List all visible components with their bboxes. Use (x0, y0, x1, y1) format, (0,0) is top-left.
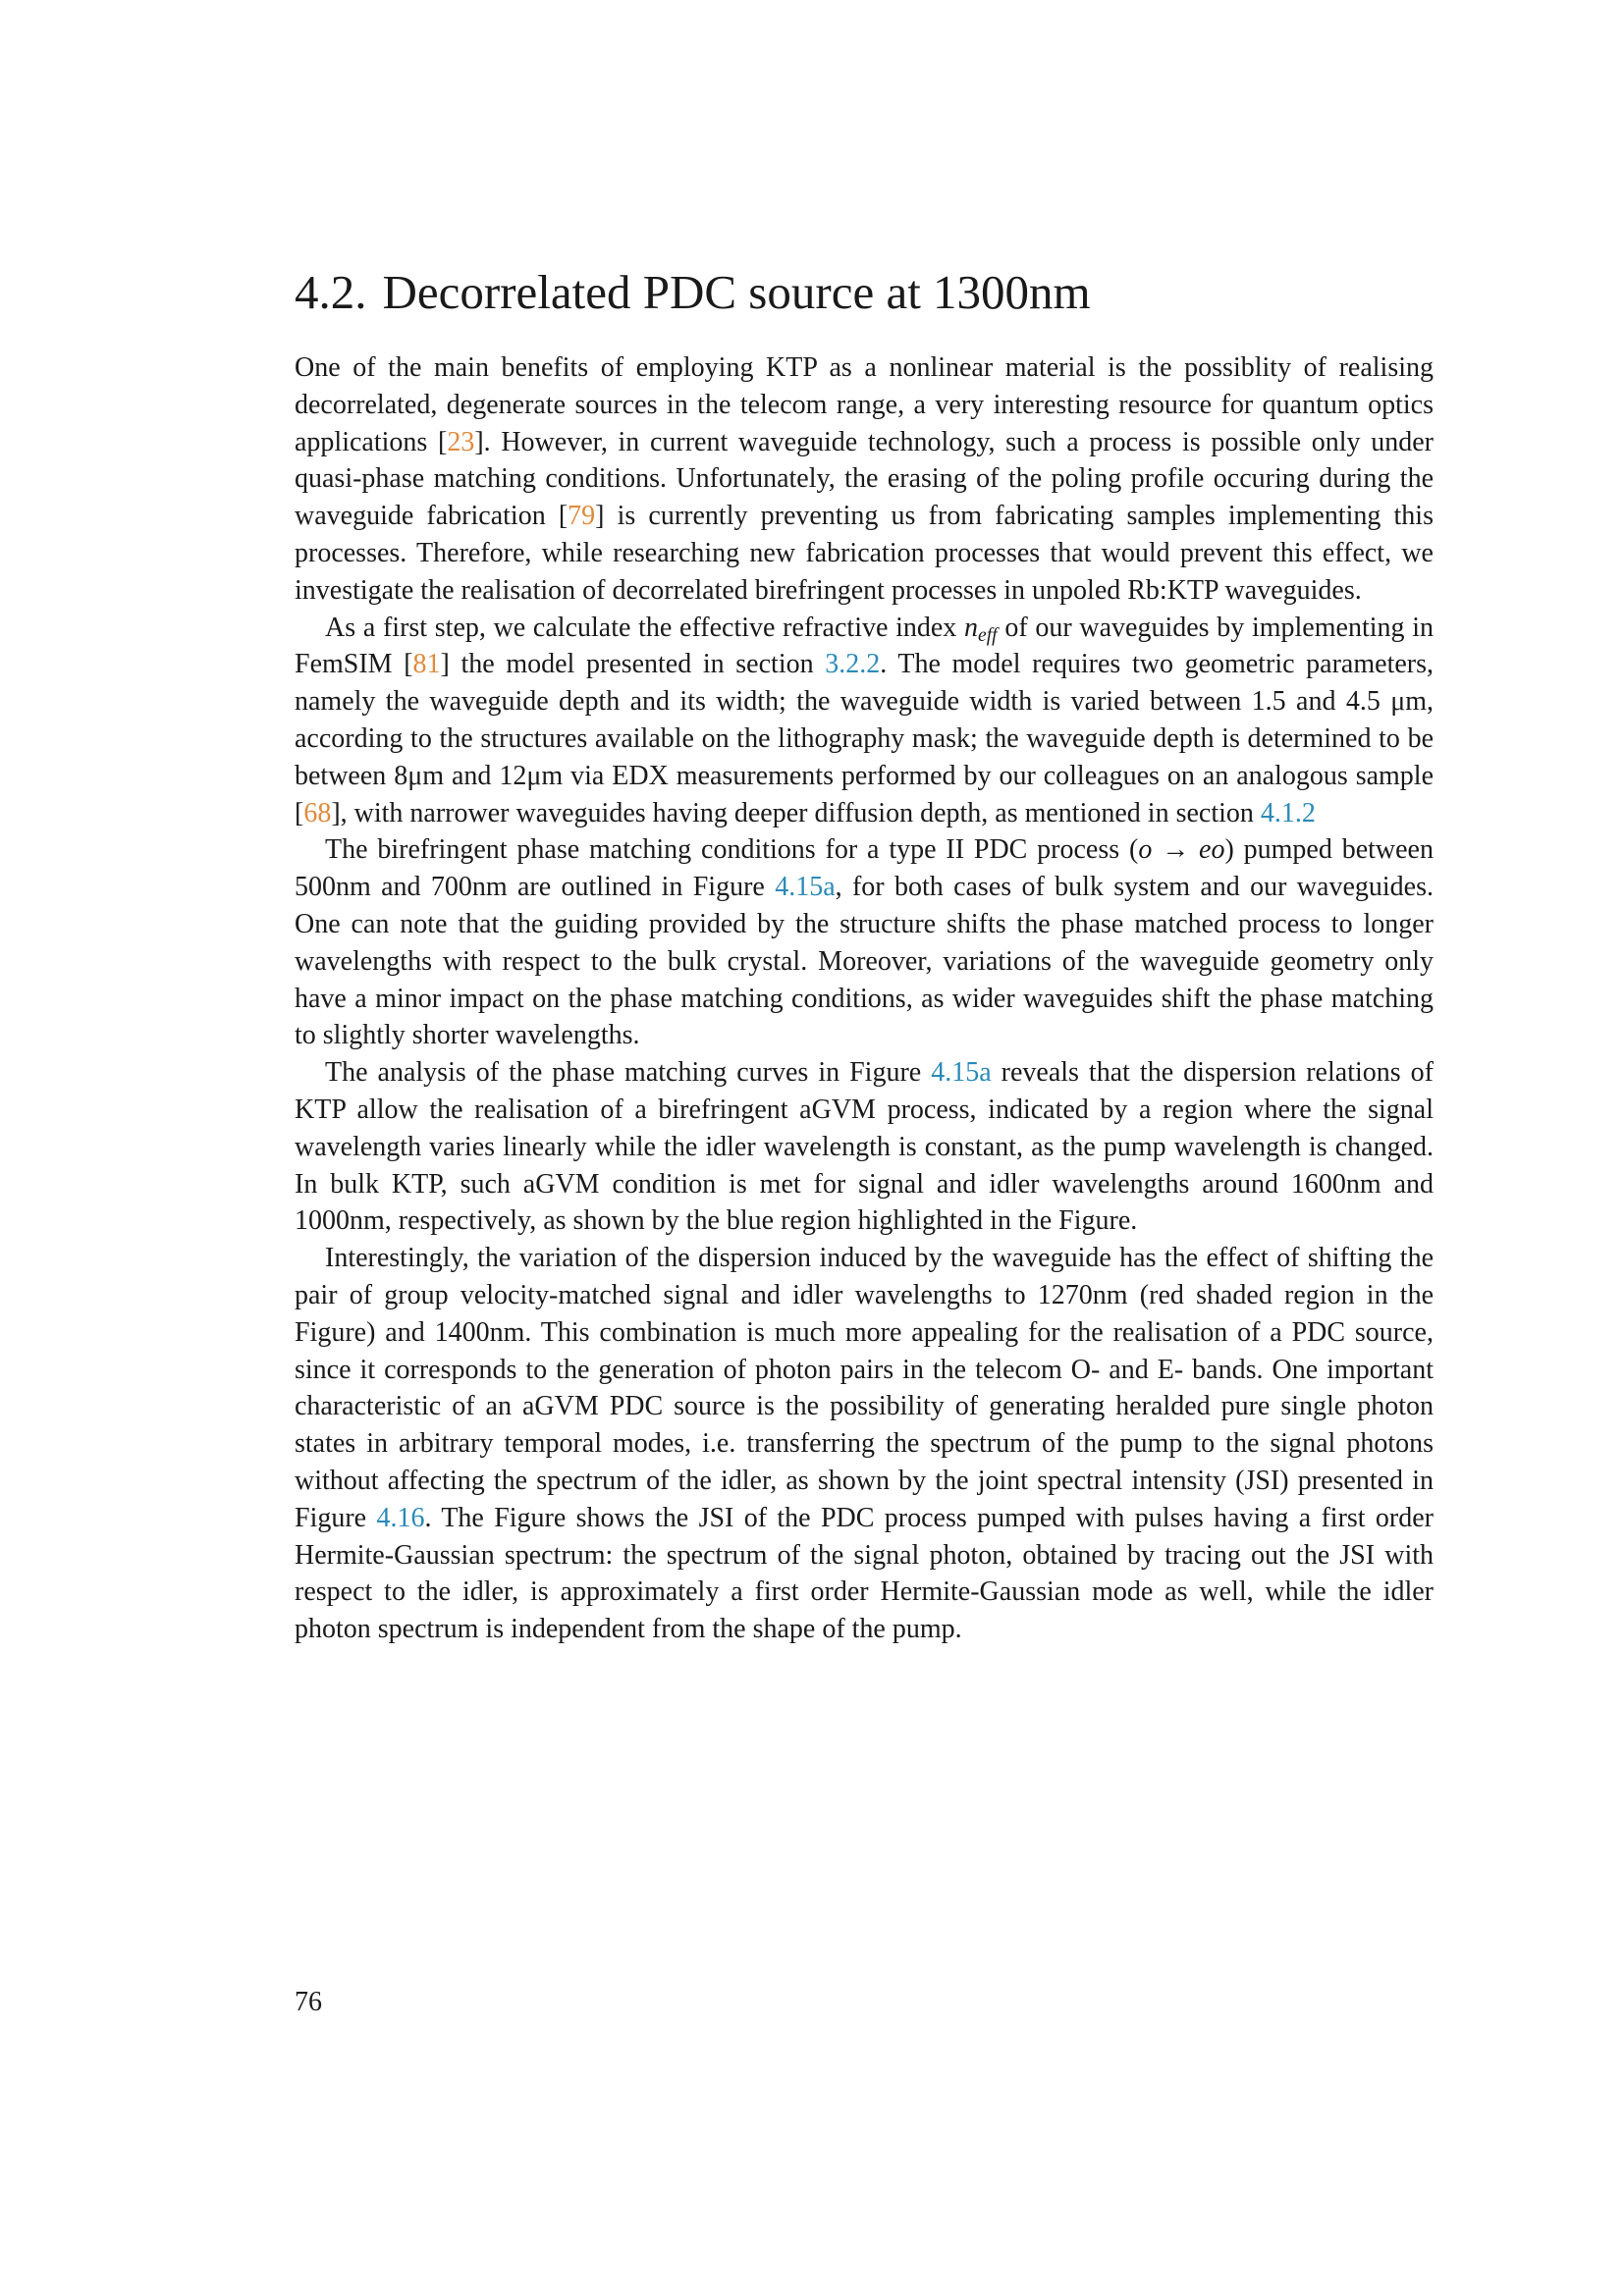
figure-link[interactable]: 4.16 (376, 1502, 425, 1533)
paragraph-text: ) pumped between 500nm and 700nm are outlined in Figure (295, 834, 1434, 903)
section-heading (295, 263, 1434, 322)
paragraph-text: reveals that the dispersion relations of KTP allow the realisation of a birefringent aGVM process, indicated by a region where the signal wavelength varies linearly while the idler wavelength is constant, as the pump wavelength is changed. In bulk KTP, such aGVM condition is met for signal and idler wavelengths around 1600nm and 1000nm, respectively, as shown by the blue region highlighted in the Figure. (295, 1057, 1434, 1237)
paragraph-3 (295, 831, 1434, 1054)
paragraph-text: , for both cases of bulk system and our waveguides. One can note that the guiding provided by the structure shifts the phase matched process to longer wavelengths with respect to the bulk crystal. Moreover, variations of the waveguide geometry only have a minor impact on the phase matching conditions, as wider waveguides shift the phase matching to slightly shorter wavelengths. (295, 872, 1434, 1051)
paragraph-text: of our waveguides by implementing in FemSIM [ (295, 612, 1434, 680)
paragraph-text: ]. However, in current waveguide technology, such a process is possible only under quasi-phase matching conditions. Unfortunately, the erasing of the poling profile occuring during the waveguide fabrication [ (295, 426, 1434, 532)
paragraph-text: . The Figure shows the JSI of the PDC process pumped with pulses having a first order Hermite-Gaussian spectrum: the spectrum of the signal photon, obtained by tracing out the JSI with respect to the idler, is approximately a first order Hermite-Gaussian mode as well, while the idler photon spectrum is independent from the shape of the pump. (295, 1502, 1435, 1645)
paragraph-text: As a first step, we calculate the effective refractive index (325, 612, 965, 643)
paragraph-text: . The model requires two geometric parameters, namely the waveguide depth and its width; the waveguide width is varied between 1.5 and 4.5 μm, according to the structures available on the lithography mask; the waveguide depth is determined to be between 8μm and 12μm via EDX measurements performed by our colleagues on an analogous sample [ (295, 649, 1434, 828)
paragraph-4 (295, 1054, 1434, 1240)
math-process: o → eo (1138, 834, 1225, 866)
body-text (295, 349, 1434, 1648)
paragraph-text: Interestingly, the variation of the dispersion induced by the waveguide has the effect of shifting the pair of group velocity-matched signal and idler wavelengths to 1270nm (red shaded region in the Figure) and 1400nm. This combination is much more appealing for the realisation of a PDC source, since it corresponds to the generation of photon pairs in the telecom O- and E- bands. One important characteristic of an aGVM PDC source is the possibility of generating heralded pure single photon states in arbitrary temporal modes, i.e. transferring the spectrum of the pump to the signal photons without affecting the spectrum of the idler, as shown by the joint spectral intensity (JSI) presented in Figure (295, 1243, 1434, 1533)
section-number: 4.2. (295, 265, 367, 319)
paragraph-5 (295, 1240, 1434, 1648)
paragraph-1 (295, 349, 1434, 610)
paragraph-text: The analysis of the phase matching curves in Figure (325, 1057, 932, 1089)
section-title: Decorrelated PDC source at 1300nm (382, 265, 1091, 319)
citation-link[interactable]: 68 (303, 797, 332, 828)
paragraph-text: ] is currently preventing us from fabricating samples implementing this processes. Therefore, while researching new fabrication processes that would prevent this effect, we investigate the realisation of decorrelated birefringent processes in unpoled Rb:KTP waveguides. (295, 501, 1434, 606)
math-base: n (964, 612, 979, 643)
math-neff (964, 612, 998, 646)
math-subscript: eff (978, 624, 998, 646)
figure-link[interactable]: 4.15a (931, 1057, 992, 1089)
paragraph-text: One of the main benefits of employing KTP as a nonlinear material is the possiblity of realising decorrelated, degenerate sources in the telecom range, a very interesting resource for quantum optics applications [ (295, 352, 1434, 457)
section-link[interactable]: 4.1.2 (1260, 797, 1316, 828)
figure-link[interactable]: 4.15a (775, 872, 836, 903)
citation-link[interactable]: 79 (568, 501, 596, 532)
paragraph-text: The birefringent phase matching conditions for a type II PDC process ( (325, 834, 1139, 866)
paragraph-text: ], with narrower waveguides having deeper diffusion depth, as mentioned in section (331, 797, 1261, 828)
paragraph-text: ] the model presented in section (440, 649, 826, 680)
section-link[interactable]: 3.2.2 (825, 649, 881, 680)
paragraph-2 (295, 610, 1434, 832)
page-number: 76 (295, 1987, 322, 2017)
citation-link[interactable]: 23 (447, 426, 475, 457)
citation-link[interactable]: 81 (412, 649, 441, 680)
